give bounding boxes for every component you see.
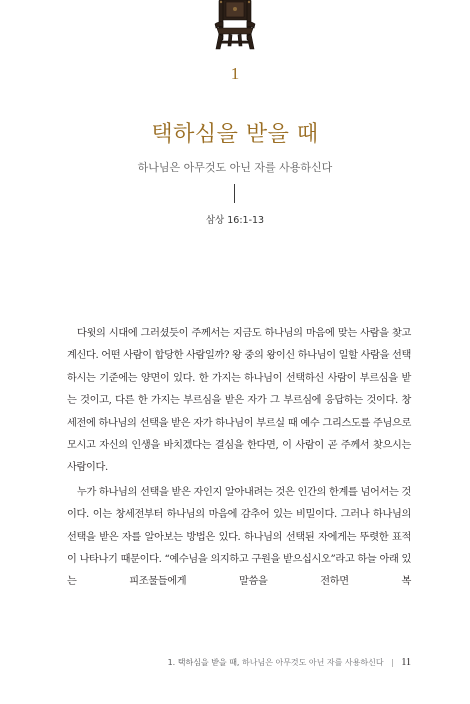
footer-separator: | bbox=[391, 658, 394, 667]
title-divider bbox=[234, 184, 235, 203]
page-number: 11 bbox=[401, 657, 411, 668]
chapter-number: 1 bbox=[230, 64, 240, 83]
running-subtitle: 하나님은 아무것도 아닌 자를 사용하신다 bbox=[242, 658, 384, 667]
body-text bbox=[67, 323, 411, 594]
body-paragraph: 다윗의 시대에 그러셨듯이 주께서는 지금도 하나님의 마음에 맞는 사람을 찾고 계신다. 어떤 사람이 합당한 사람일까? 왕 중의 왕이신 하나님이 일할 사람을 선택하시는 기준에는 양면이 있다. 한 가지는 하나님이 선택하신 사람이 부르심을 받는 것이고, 다른 한 가지는 부르심을 받은 자가 그 부르심에 응답하는 것이다. 창세전에 하나님의 선택을 받은 자가 하나님이 부르실 때 예수 그리스도를 주님으로 모시고 자신의 인생을 바치겠다는 결심을 한다면, 이 사람이 곧 주께서 찾으시는 사람이다. bbox=[67, 328, 411, 474]
throne-icon bbox=[209, 0, 261, 52]
page-footer bbox=[168, 657, 411, 668]
running-title: 1. 택하심을 받을 때, bbox=[167, 658, 240, 667]
body-paragraph: 누가 하나님의 선택을 받은 자인지 알아내려는 것은 인간의 한계를 넘어서는 것이다. 이는 창세전부터 하나님의 마음에 감추어 있는 비밀이다. 그러나 하나님의 선택을 받은 자를 알아보는 방법은 있다. 하나님의 선택된 자에게는 뚜렷한 표적이 나타나기 때문이다. “예수님을 의지하고 구원을 받으십시오”라고 하늘 아래 있는 피조물들에게 말씀을 전하면 복 bbox=[67, 486, 411, 588]
chapter-subtitle: 하나님은 아무것도 아닌 자를 사용하신다 bbox=[137, 161, 333, 174]
scripture-reference: 삼상 16:1-13 bbox=[205, 215, 265, 226]
chapter-title: 택하심을 받을 때 bbox=[151, 122, 319, 147]
